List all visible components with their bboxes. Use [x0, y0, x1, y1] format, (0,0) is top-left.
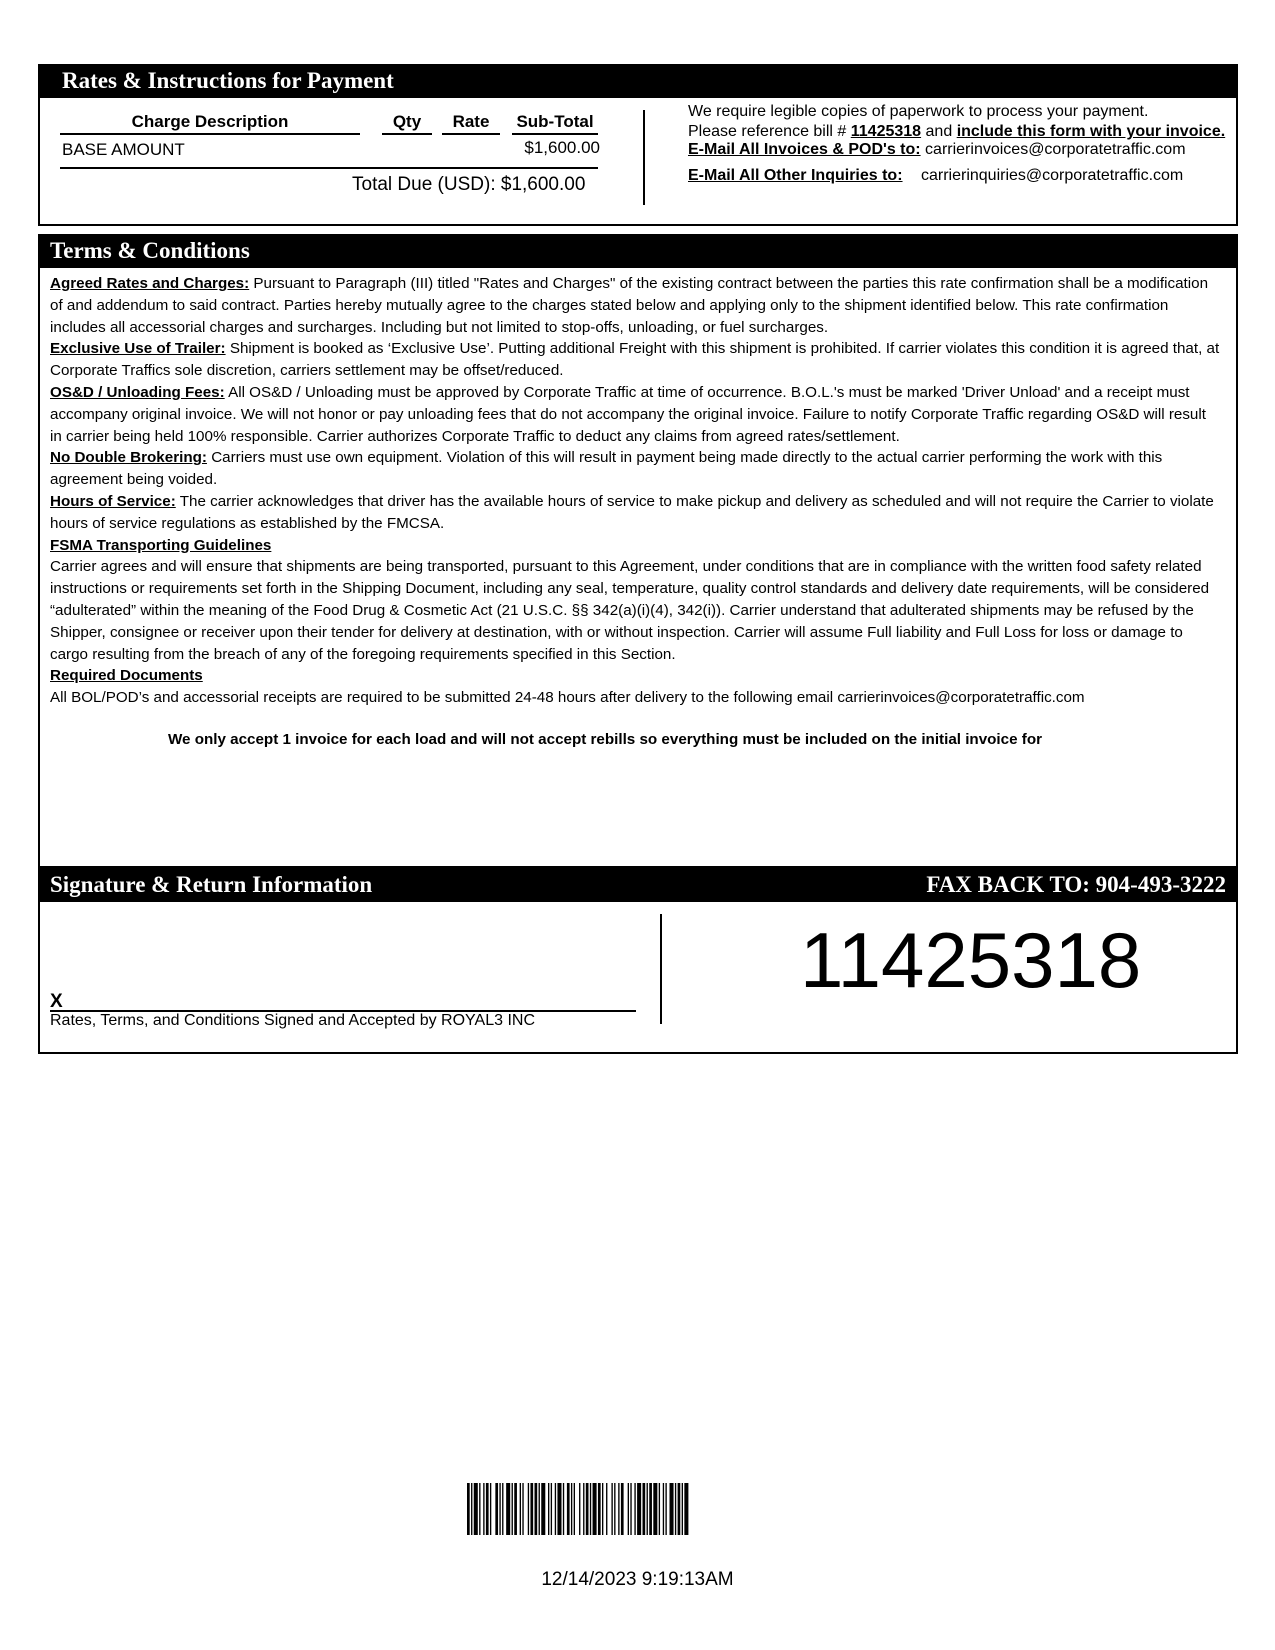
signature-section-header: [38, 868, 1238, 902]
payment-instructions: [688, 102, 1236, 186]
total-due-value: $1,600.00: [500, 174, 586, 195]
include-form-note: include this form with your invoice.: [956, 123, 1226, 140]
barcode-bar: [647, 1483, 648, 1535]
terms-double-title: No Double Brokering:: [50, 449, 207, 467]
terms-osd-text: All OS&D / Unloading must be approved by Corporate Traffic at time of occurrence. B.O.L.'s must be marked 'Driver Unload' and a receipt must accompany original invoice. We will not honor or pay unloading fees that do not accompany the original invoice. Failure to notify Corporate Traffic regarding OS&D will result in carrier being held 100% responsible. Carrier authorizes Corporate Traffic to deduct any claims from agreed rates/settlement.: [50, 383, 1206, 445]
rates-vertical-divider: [643, 110, 645, 205]
reference-bill-number: 11425318: [850, 123, 922, 140]
terms-required-text: All BOL/POD’s and accessorial receipts are required to be submitted 24-48 hours after delivery to the following email carrierinvoices@corporatetraffic.com: [50, 689, 1085, 707]
col-charge-description: Charge Description: [60, 112, 360, 135]
barcode-bar: [490, 1483, 491, 1535]
barcode-bar: [541, 1483, 545, 1535]
barcode-bar: [659, 1483, 660, 1535]
terms-fsma-text: Carrier agrees and will ensure that shipments are being transported, pursuant to this Agreement, under conditions that are in compliance with the written food safety related instructions or requirements set forth in the Shipping Document, including any seal, temperature, quality control standards and delivery date requirements, will be considered “adulterated” within the meaning of the Food Drug & Cosmetic Act (21 U.S.C. §§ 342(a)(i)(4), 342(i)). Carrier understand that adulterated shipments may be refused by the Shipper, consignee or receiver upon their tender for delivery at destination, with or without inspection. Carrier will assume Full liability and Full Loss for loss or damage to cargo resulting from the breach of any of the foregoing requirements specified in this Section.: [50, 558, 1210, 663]
terms-agreed-title: Agreed Rates and Charges:: [50, 275, 250, 292]
terms-agreed-text: Pursuant to Paragraph (III) titled "Rates and Charges" of the existing contract between the parties this rate confirmation shall be a modification of and addendum to said contract. Parties hereby mutually agree to the charges stated below and applying only to the shipment identified below. This rate confirmation includes all accessorial charges and surcharges. Including but not limited to stop-offs, unloading, or fuel surcharges.: [50, 275, 1209, 336]
barcode-bar: [637, 1483, 641, 1535]
terms-hours-title: Hours of Service:: [50, 492, 176, 510]
barcode-bar: [678, 1483, 681, 1535]
barcode-bar: [583, 1483, 584, 1535]
terms-hours-text: The carrier acknowledges that driver has the available hours of service to make pickup and delivery as scheduled and will not require the Carrier to violate hours of service regulations as established by the FMCSA.: [50, 492, 1214, 532]
barcode-bar: [522, 1483, 523, 1535]
total-due-label: Total Due (USD):: [352, 174, 496, 195]
barcode-bar: [649, 1483, 652, 1535]
terms-osd-title: OS&D / Unloading Fees:: [50, 383, 225, 401]
barcode-bar: [502, 1483, 503, 1535]
barcode-bar: [557, 1483, 561, 1535]
barcode-bar: [665, 1483, 666, 1535]
barcode-bar: [567, 1483, 570, 1535]
barcode-bar: [614, 1483, 615, 1535]
terms-fsma-title: FSMA Transporting Guidelines: [50, 536, 272, 554]
barcode-bar: [535, 1483, 538, 1535]
signature-line[interactable]: [50, 992, 636, 1012]
barcode-bar: [630, 1483, 631, 1535]
barcode-bar: [539, 1483, 540, 1535]
terms-required-docs: [50, 665, 1220, 687]
barcode-bar: [514, 1483, 517, 1535]
col-subtotal: Sub-Total: [512, 112, 598, 135]
barcode-bar: [593, 1483, 597, 1535]
barcode-bar: [653, 1483, 657, 1535]
total-due: [352, 174, 585, 196]
barcode-bar: [628, 1483, 629, 1535]
charges-divider: [60, 167, 598, 169]
barcode-bar: [682, 1483, 683, 1535]
email-other-label: E-Mail All Other Inquiries to:: [688, 167, 903, 184]
barcode-bar: [606, 1483, 607, 1535]
terms-osd: [50, 382, 1220, 447]
barcode-bar: [471, 1483, 472, 1535]
barcode-bar: [574, 1483, 575, 1535]
bill-number-large: 11425318: [800, 916, 1142, 1004]
barcode-bar: [495, 1483, 498, 1535]
terms-exclusive-use: [50, 338, 1220, 382]
barcode-bar: [621, 1483, 624, 1535]
barcode-bar: [634, 1483, 635, 1535]
barcode-bar: [499, 1483, 500, 1535]
terms-double-text: Carriers must use own equipment. Violation of this will result in payment being made directly to the actual carrier performing the work with this agreement being voided.: [50, 449, 1163, 489]
charge-row-subtotal: $1,600.00: [524, 138, 600, 157]
legible-copies-note: We require legible copies of paperwork to process your payment.: [688, 103, 1149, 120]
terms-section-title: Terms & Conditions: [50, 238, 250, 263]
signature-vertical-divider: [660, 914, 662, 1024]
reference-and: and: [925, 123, 953, 140]
terms-exclusive-text: Shipment is booked as ‘Exclusive Use’. Putting additional Freight with this shipment is prohibited. If carrier violates this condition it is agreed that, at Corporate Traffics sole discretion, carriers settlement may be offset/reduced.: [50, 340, 1220, 380]
email-other-line: [688, 166, 1236, 186]
terms-required-title: Required Documents: [50, 667, 203, 685]
barcode-bar: [670, 1483, 674, 1535]
rates-section-title: Rates & Instructions for Payment: [62, 68, 394, 93]
barcode-bar: [528, 1483, 529, 1535]
terms-exclusive-title: Exclusive Use of Trailer:: [50, 340, 226, 358]
barcode-bar: [684, 1483, 688, 1535]
barcode-bar: [590, 1483, 591, 1535]
terms-box: [38, 268, 1238, 868]
reference-note: [688, 122, 1236, 142]
terms-text: [50, 273, 1220, 751]
signature-box: [38, 902, 1238, 1054]
terms-fsma: [50, 535, 1220, 557]
barcode-bar: [512, 1483, 513, 1535]
invoice-note: We only accept 1 invoice for each load and will not accept rebills so everything must be included on the initial invoice for: [167, 730, 1043, 748]
reference-prefix: Please reference bill #: [688, 123, 847, 140]
rates-box: [38, 98, 1238, 226]
email-invoices-address[interactable]: carrierinvoices@corporatetraffic.com: [925, 141, 1186, 158]
fax-back-number: FAX BACK TO: 904-493-3222: [926, 872, 1226, 897]
terms-hours-of-service: [50, 491, 1220, 535]
barcode-bar: [571, 1483, 572, 1535]
barcode-bar: [579, 1483, 580, 1535]
barcode-bar: [520, 1483, 521, 1535]
barcode-bar: [474, 1483, 478, 1535]
email-invoices-line: [688, 140, 1236, 160]
terms-double-brokering: [50, 447, 1220, 491]
col-qty: Qty: [382, 112, 432, 135]
barcode-bar: [611, 1483, 612, 1535]
barcode-bar: [663, 1483, 664, 1535]
barcode-bar: [618, 1483, 619, 1535]
barcode-bar: [602, 1483, 603, 1535]
signature-caption: Rates, Terms, and Conditions Signed and Accepted by ROYAL3 INC: [50, 1012, 536, 1029]
barcode-bar: [506, 1483, 510, 1535]
rates-section-header: [38, 64, 1238, 98]
barcode-bar: [479, 1483, 480, 1535]
barcode-bar: [586, 1483, 589, 1535]
barcode-bar: [530, 1483, 533, 1535]
barcode-bar: [563, 1483, 564, 1535]
barcode-bar: [548, 1483, 549, 1535]
terms-agreed-rates: [50, 273, 1220, 338]
barcode-image: [467, 1483, 799, 1535]
print-timestamp: 12/14/2023 9:19:13AM: [541, 1569, 734, 1590]
email-invoices-label: E-Mail All Invoices & POD's to:: [688, 141, 921, 158]
col-rate: Rate: [442, 112, 500, 135]
barcode-bar: [598, 1483, 601, 1535]
barcode-bar: [675, 1483, 676, 1535]
barcode-bar: [486, 1483, 489, 1535]
barcode-bar: [483, 1483, 484, 1535]
charge-row-description: BASE AMOUNT: [62, 140, 185, 159]
email-other-address[interactable]: carrierinquiries@corporatetraffic.com: [920, 167, 1184, 184]
terms-section-header: [38, 234, 1238, 268]
signature-x-mark: X: [50, 991, 63, 1012]
barcode-bar: [643, 1483, 646, 1535]
barcode-bar: [555, 1483, 556, 1535]
barcode-bar: [551, 1483, 552, 1535]
barcode-bar: [467, 1483, 470, 1535]
signature-section-title: Signature & Return Information: [50, 872, 373, 897]
